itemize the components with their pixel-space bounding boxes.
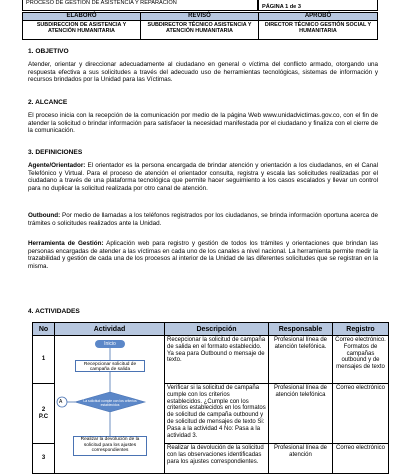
approval-table [22, 12, 378, 40]
activity-flowchart-cell [55, 336, 165, 474]
definition-term: Agente/Orientador: [28, 162, 86, 169]
objetivo-text: Atender, orientar y direccionar adecuadamente al ciudadano en general o víctima del conflicto armado, otorgando una respuesta efectiva a sus solicitudes a través del adecuado uso de herramientas tecnológicas, sistemas de información y recursos brindados por la Unidad para las Víctimas. [28, 61, 378, 84]
process-text: PROCESO DE GESTIÓN DE ASISTENCIA Y REPARACIÓN [22, 0, 258, 11]
activity-responsible: Profesional línea de atención telefónica [269, 384, 333, 444]
activity-number: 1 [33, 336, 55, 384]
activity-number: 2 P.C [33, 384, 55, 444]
definition-term: Herramienta de Gestión: [28, 240, 104, 247]
table-row [33, 336, 389, 384]
approval-col-elaboro [23, 13, 141, 39]
column-header: Responsable [269, 323, 333, 336]
activities-table [32, 322, 389, 474]
approval-header: APROBÓ [259, 13, 377, 21]
definition-term: Outbound: [28, 212, 61, 219]
section-title-alcance: 2. ALCANCE [28, 99, 68, 106]
approval-header: ELABORÓ [23, 13, 140, 21]
activity-record: Correo electrónico. Formatos de campañas outbound y de mensajes de texto [333, 336, 389, 384]
activity-number: 3 [33, 444, 55, 474]
flow-step-box: Realizar la devolución de la solicitud para los ajustes correspondientes [73, 436, 147, 456]
section-title-definiciones: 3. DEFINICIONES [28, 149, 83, 156]
approval-header: REVISÓ [141, 13, 258, 21]
approval-body: DIRECTOR TÉCNICO GESTIÓN SOCIAL Y HUMANITARIA [264, 22, 372, 34]
activity-record: Correo electrónico [333, 384, 389, 444]
column-header: Descripción [165, 323, 269, 336]
header-fragment [0, 0, 400, 12]
definition-text: Aplicación web para registro y gestión de todos los trámites y orientaciones que brindan las personas encargadas de atender a las víctimas en cada uno de los canales a nivel nacional. La herramienta permite medir la trazabilidad y gestión de cada una de los procesos al interior de la Unidad de las diferentes solicitudes que se registran en la misma. [28, 240, 378, 270]
alcance-text: El proceso inicia con la recepción de la comunicación por medio de la página Web www.unidadvictimas.gov.co, con el fin de atender la solicitud o brindar información para satisfacer la necesidad manifestada por el ciudadano y finaliza con el cierre de la comunicación. [28, 112, 378, 135]
definition-text: El orientador es la persona encargada de brindar atención y orientación a los ciudadanos, en el Canal Telefónico y Virtual. Para el proceso de atención el orientador consulta, registra y escala las solicitudes realizadas por el ciudadano a través de una plataforma tecnológica que permite hacer seguimiento a los casos escalados y llevar un control para no duplicar la solicitud realizada por otro canal de atención. [28, 162, 378, 192]
approval-body: SUBDIRECCION DE ASISTENCIA Y ATENCIÓN HUMANITARIA [36, 22, 127, 34]
definition-item [28, 240, 378, 270]
flowchart [55, 336, 165, 466]
activity-description: Realizar la devolución de la solicitud con las observaciones identificadas para los ajustes correspondientes. [165, 444, 269, 474]
approval-col-reviso [141, 13, 259, 39]
column-header: Registro [333, 323, 389, 336]
section-title-actividades: 4. ACTIVIDADES [28, 308, 80, 315]
definition-text: Por medio de llamadas a los teléfonos registrados por los ciudadanos, se brinda información oportuna acerca de trámites o solicitudes realizados ante la Unidad. [28, 212, 378, 227]
activity-description: Recepcionar la solicitud de campaña de salida en el formato establecido. Ya sea para Outbound o mensaje de texto. [165, 336, 269, 384]
column-header: No [33, 323, 55, 336]
activity-responsible: Profesional línea de atención telefónica. [269, 336, 333, 384]
activity-description: Verificar si la solicitud de campaña cumple con los criterios establecidos. ¿Cumple con los criterios establecidos en los formatos de solicitud de campaña outbound y de solicitud de mensajes de texto Si: Pasa a la actividad 4 No: Pasa a la actividad 3. [165, 384, 269, 444]
definition-item [28, 212, 378, 227]
approval-body: SUBDIRECTOR TÉCNICO ASISTENCIA Y ATENCIÓN HUMANITARIA [147, 22, 252, 34]
activity-record: Correo electrónico [333, 444, 389, 474]
definition-item [28, 162, 378, 192]
flow-connector-label: A [59, 399, 63, 405]
flow-step-box: Recepcionar solicitud de campaña de salida [75, 360, 145, 372]
activity-responsible: Profesional línea de atención [269, 444, 333, 474]
table-header-row [33, 323, 389, 336]
flow-decision-label: La solicitud cumple con los criterios establecidos [83, 399, 137, 407]
page-indicator: PÁGINA 1 de 3 [258, 0, 378, 11]
flow-start-oval: Inicio [95, 340, 125, 348]
section-title-objetivo: 1. OBJETIVO [28, 48, 69, 55]
column-header: Actividad [55, 323, 165, 336]
approval-col-aprobo [259, 13, 377, 39]
